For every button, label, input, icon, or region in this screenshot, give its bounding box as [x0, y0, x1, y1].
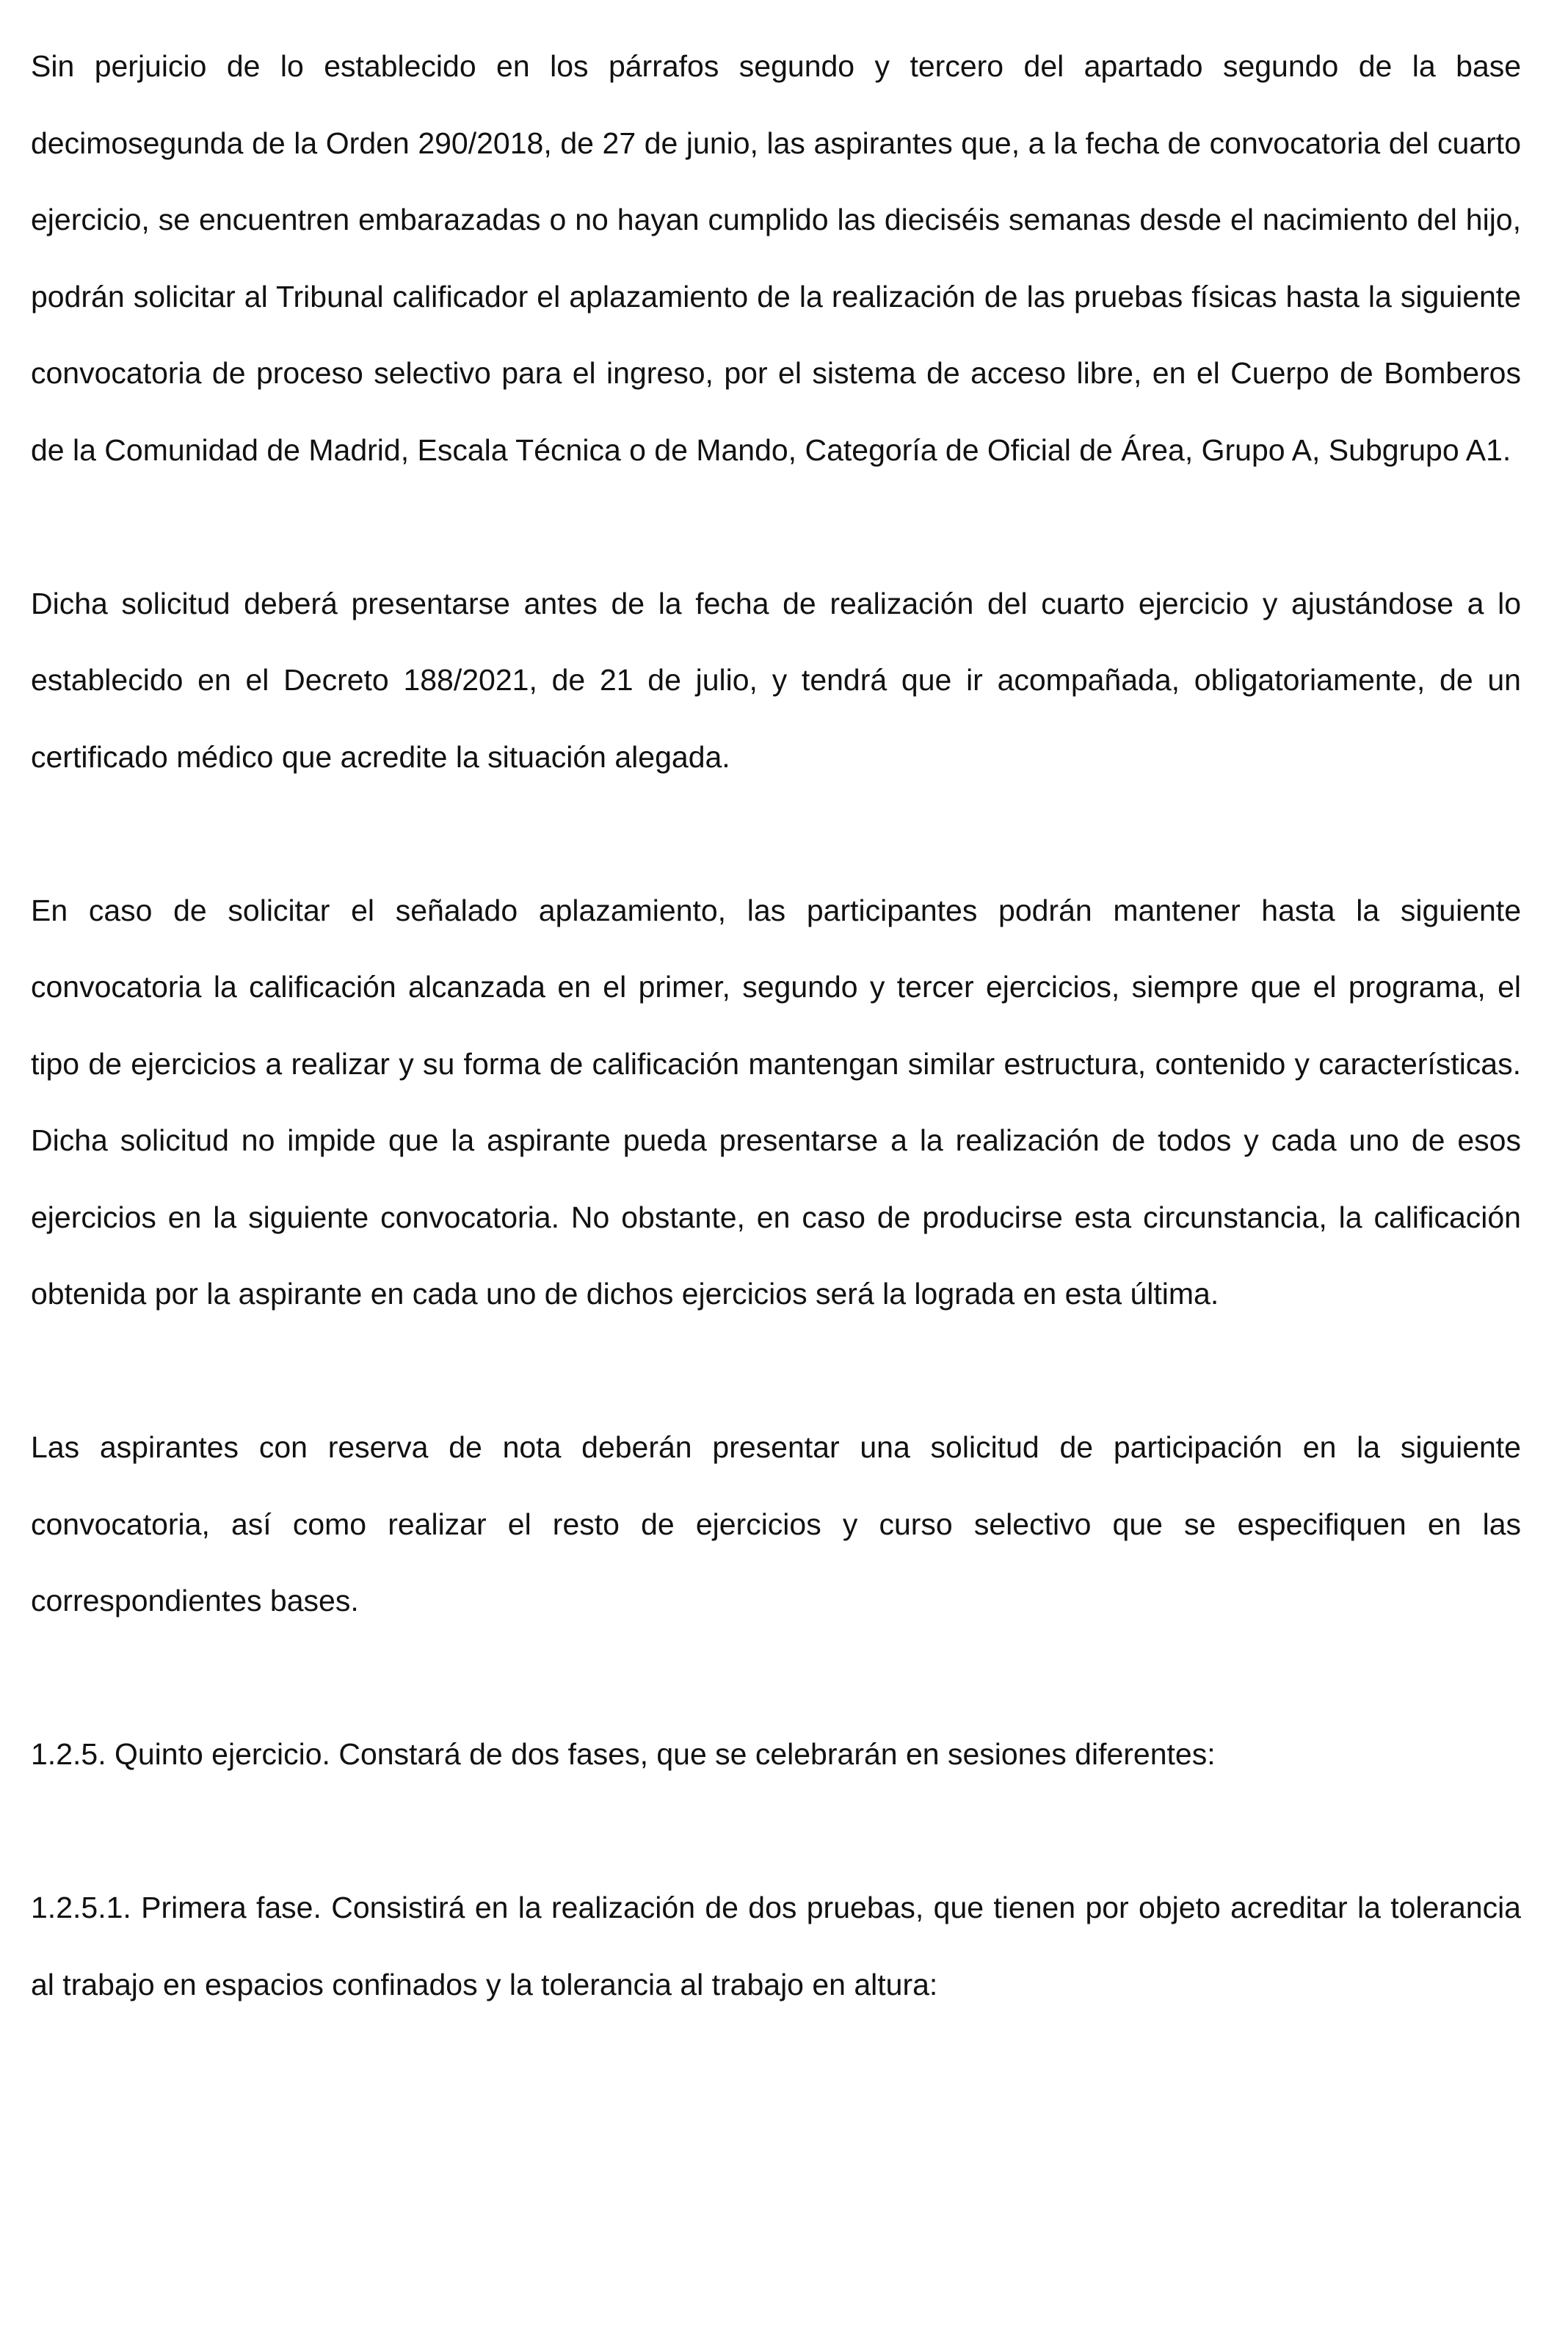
paragraph-spacer	[31, 1793, 1521, 1870]
paragraph-spacer	[31, 795, 1521, 872]
paragraph-grade-retention: En caso de solicitar el señalado aplazamiento, las participantes podrán mantener hasta la siguiente convocatoria la calificación alcanzada en el primer, segundo y tercer ejercicios, siempre que el programa, el tipo de ejercicios a realizar y su forma de calificación mantengan similar estructura, contenido y características. Dicha solicitud no impide que la aspirante pueda presentarse a la realización de todos y cada uno de esos ejercicios en la siguiente convocatoria. No obstante, en caso de producirse esta circunstancia, la calificación obtenida por la aspirante en cada uno de dichos ejercicios será la lograda en esta última.	[31, 893, 1521, 1311]
paragraph-spacer	[31, 1333, 1521, 1410]
paragraph-request-submission: Dicha solicitud deberá presentarse antes de la fecha de realización del cuarto ejercicio y ajustándose a lo establecido en el Decreto 188/2021, de 21 de julio, y tendrá que ir acompañada, obligatoriamente, de un certificado médico que acredite la situación alegada.	[31, 586, 1521, 774]
section-heading-fifth-exercise: 1.2.5. Quinto ejercicio. Constará de dos fases, que se celebrarán en sesiones diferentes:	[31, 1737, 1216, 1771]
paragraph-first-phase: 1.2.5.1. Primera fase. Consistirá en la realización de dos pruebas, que tienen por objeto acreditar la tolerancia al trabajo en espacios confinados y la tolerancia al trabajo en altura:	[31, 1891, 1521, 2001]
paragraph-reserved-grade: Las aspirantes con reserva de nota deberán presentar una solicitud de participación en la siguiente convocatoria, así como realizar el resto de ejercicios y curso selectivo que se especifiquen en las correspondientes bases.	[31, 1430, 1521, 1617]
paragraph-pregnancy-deferral: Sin perjuicio de lo establecido en los párrafos segundo y tercero del apartado segundo de la base decimosegunda de la Orden 290/2018, de 27 de junio, las aspirantes que, a la fecha de convocatoria del cuarto ejercicio, se encuentren embarazadas o no hayan cumplido las dieciséis semanas desde el nacimiento del hijo, podrán solicitar al Tribunal calificador el aplazamiento de la realización de las pruebas físicas hasta la siguiente convocatoria de proceso selectivo para el ingreso, por el sistema de acceso libre, en el Cuerpo de Bomberos de la Comunidad de Madrid, Escala Técnica o de Mando, Categoría de Oficial de Área, Grupo A, Subgrupo A1.	[31, 49, 1521, 467]
document-page	[31, 0, 1521, 2023]
paragraph-spacer	[31, 488, 1521, 565]
paragraph-spacer	[31, 1640, 1521, 1717]
